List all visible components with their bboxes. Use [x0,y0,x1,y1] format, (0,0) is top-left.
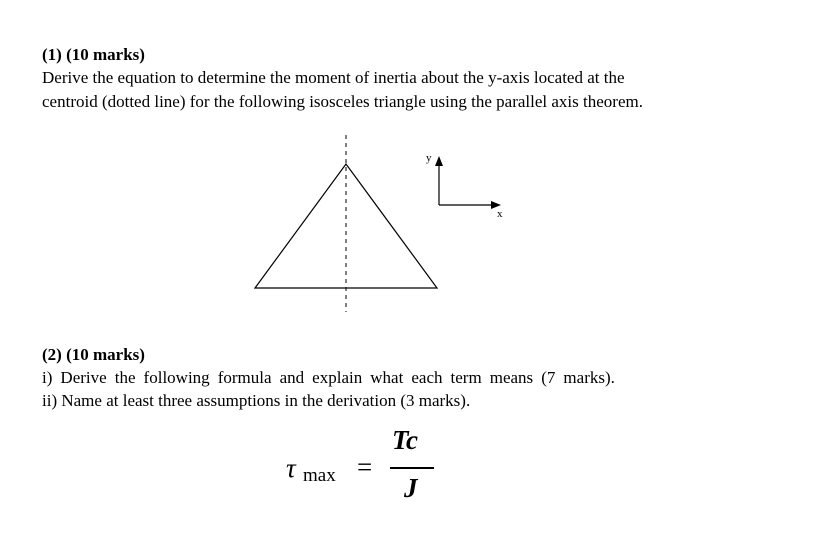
formula-numerator: Tc [392,425,418,455]
formula-denominator: J [404,473,418,503]
question-2-heading: (2) (10 marks) [42,345,145,364]
question-1-heading: (1) (10 marks) [42,45,145,64]
y-axis-label: y [426,152,432,164]
y-arrowhead [435,156,443,166]
formula-equals-sign: = [357,452,373,482]
question-2-item-2: ii) Name at least three assumptions in the derivation (3 marks). [42,391,471,410]
formula-fraction-bar [390,467,434,469]
x-axis-label: x [497,208,503,220]
formula-tau-symbol: τ [286,453,296,483]
torsion-formula [280,425,460,515]
formula-max-subscript: max [303,465,336,486]
question-1-text-line-2: centroid (dotted line) for the following isosceles triangle using the parallel axis theorem. [42,92,643,111]
question-1-text-line-1: Derive the equation to determine the moment of inertia about the y-axis located at the [42,68,625,87]
question-2-item-1: i) Derive the following formula and explain what each term means (7 marks). [42,368,615,387]
